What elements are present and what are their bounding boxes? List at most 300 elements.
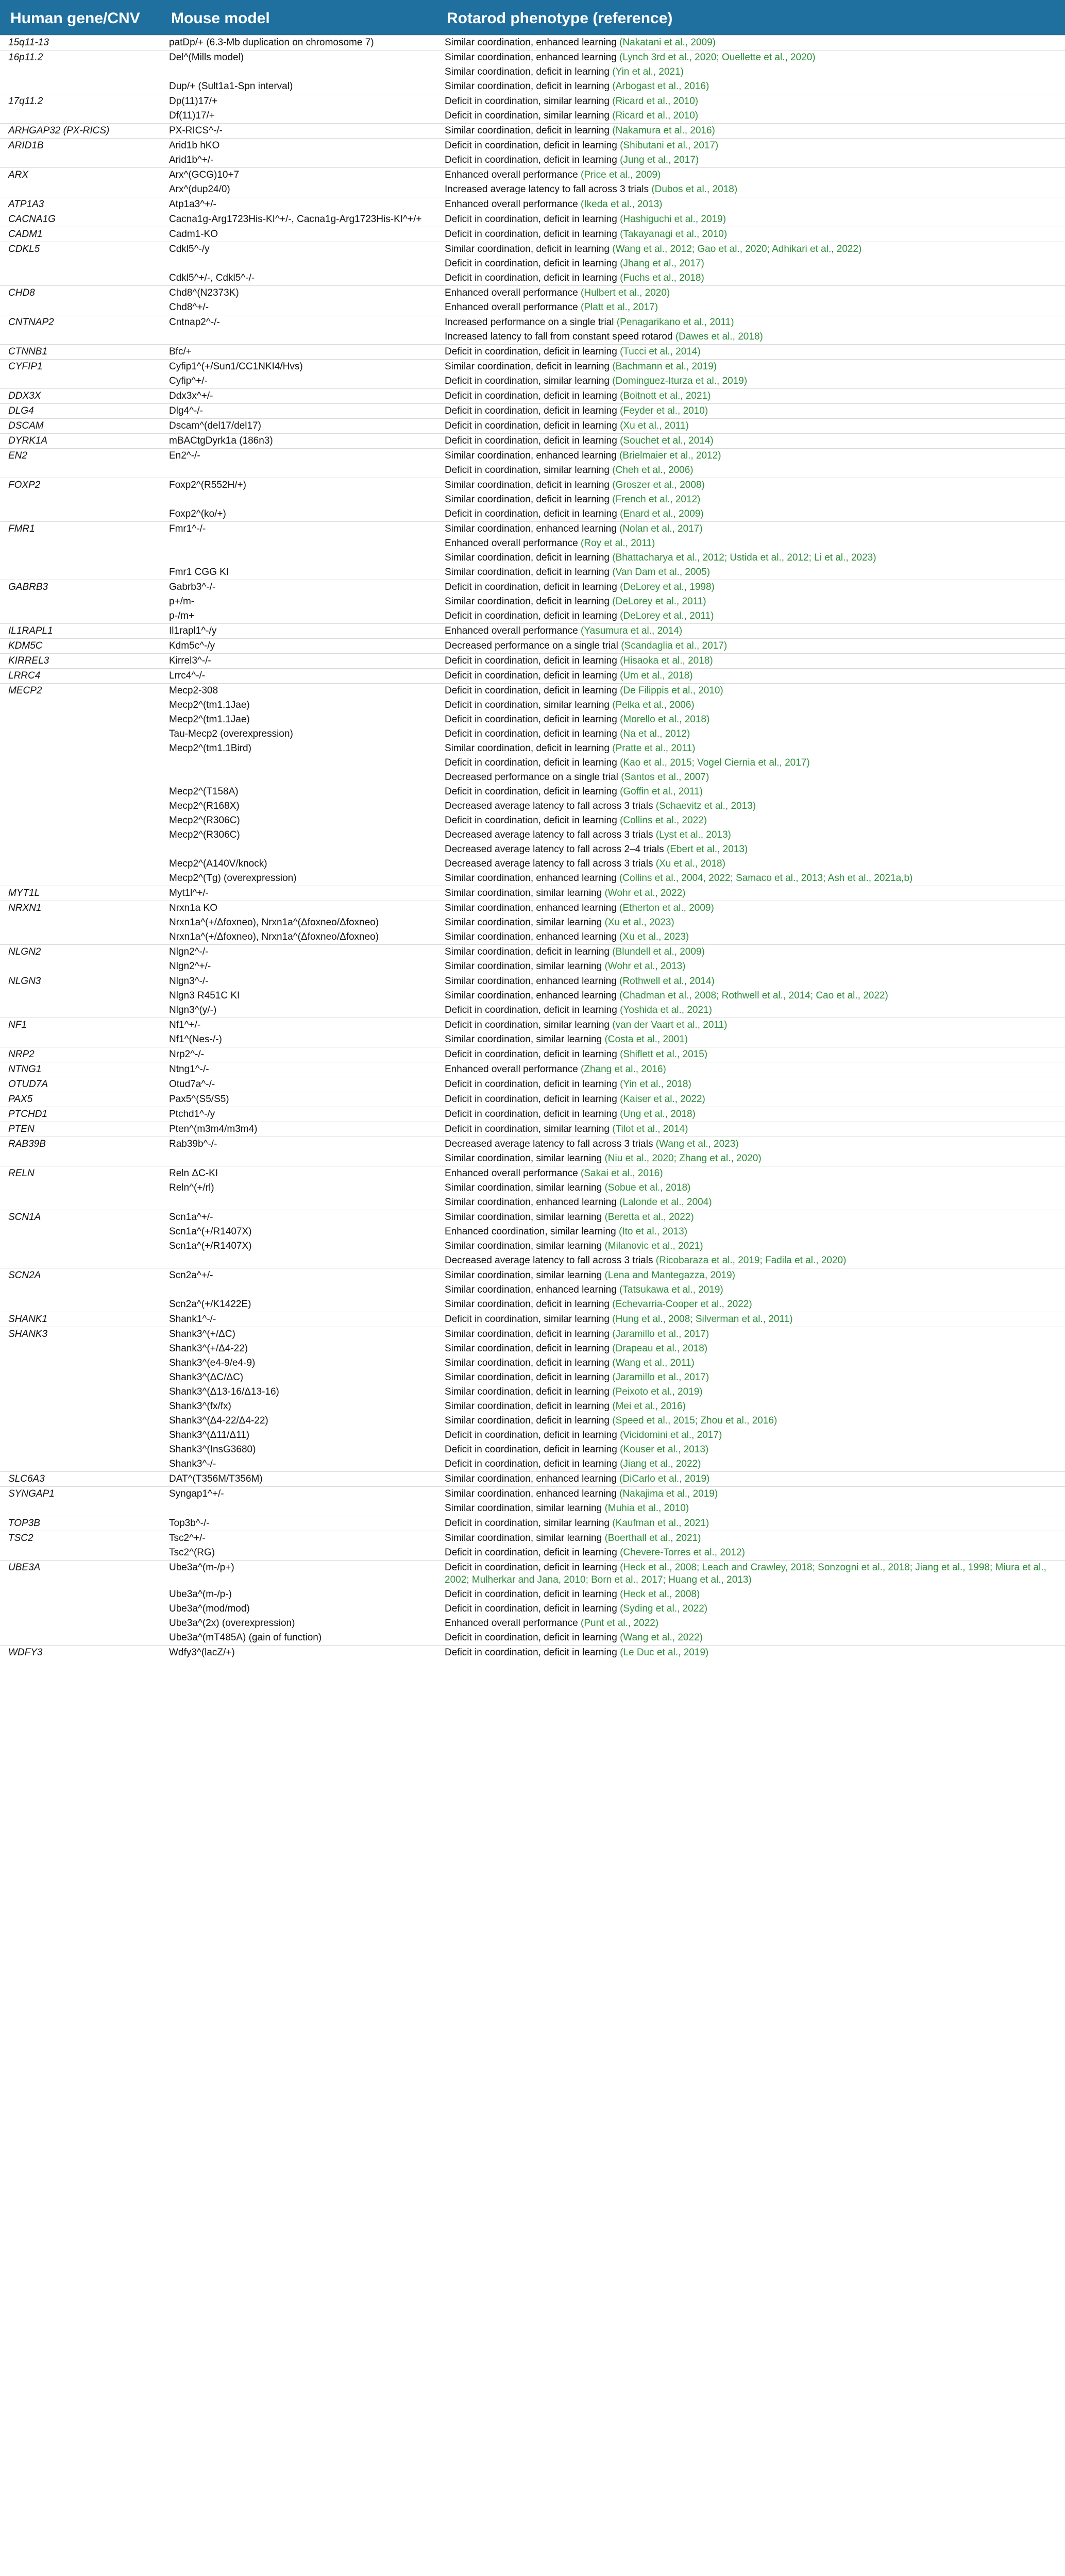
- phenotype-text: Similar coordination, similar learning: [445, 1270, 602, 1281]
- gene-cell: [0, 814, 161, 828]
- gene-cell: [0, 153, 161, 168]
- model-cell: [161, 463, 436, 478]
- phenotype-text: Increased latency to fall from constant speed rotarod: [445, 331, 673, 342]
- phenotype-cell: [436, 974, 1065, 989]
- model-cell: Scn2a^(+/K1422E): [169, 1299, 251, 1310]
- phenotype-cell: [436, 814, 1065, 828]
- reference-link[interactable]: (Kaiser et al., 2022): [620, 1094, 705, 1105]
- gene-cell: [0, 463, 161, 478]
- table-row: [0, 654, 1065, 669]
- model-cell: Shank3^-/-: [169, 1459, 216, 1469]
- reference-link[interactable]: (Muhia et al., 2010): [604, 1503, 689, 1514]
- reference-link[interactable]: (Mei et al., 2016): [612, 1401, 686, 1412]
- model-cell: Top3b^-/-: [161, 1516, 436, 1531]
- reference-link[interactable]: (Jaramillo et al., 2017): [612, 1372, 709, 1383]
- gene-cell: [0, 1385, 161, 1399]
- table-row: [0, 565, 1065, 580]
- reference-link[interactable]: (Wang et al., 2012; Gao et al., 2020; Adhikari et al., 2022): [612, 244, 862, 255]
- gene-cell: CTNNB1: [0, 345, 161, 360]
- phenotype-text: Deficit in coordination, deficit in learning: [445, 1603, 617, 1614]
- reference-link[interactable]: (Hulbert et al., 2020): [581, 287, 670, 298]
- reference-link[interactable]: (Brielmaier et al., 2012): [619, 450, 721, 461]
- gene-cell: [0, 1342, 161, 1356]
- reference-link[interactable]: (Lena and Mantegazza, 2019): [604, 1270, 735, 1281]
- reference-link[interactable]: (Souchet et al., 2014): [620, 435, 714, 446]
- reference-link[interactable]: (Xu et al., 2023): [604, 917, 674, 928]
- model-cell: Arid1b hKO: [161, 139, 436, 154]
- reference-link[interactable]: (Yin et al., 2018): [620, 1079, 691, 1090]
- gene-cell: SCN2A: [0, 1268, 161, 1283]
- phenotype-cell: [436, 374, 1065, 389]
- reference-link[interactable]: (Ito et al., 2013): [618, 1226, 688, 1237]
- gene-cell: NRP2: [0, 1047, 161, 1062]
- phenotype-cell: [436, 124, 1065, 139]
- table-row: [0, 974, 1065, 989]
- phenotype-text: Similar coordination, enhanced learning: [445, 873, 617, 884]
- reference-link[interactable]: (DiCarlo et al., 2019): [619, 1473, 710, 1484]
- phenotype-cell: [436, 1268, 1065, 1283]
- gene-cell: MECP2: [0, 684, 161, 699]
- model-cell: Ntng1^-/-: [161, 1062, 436, 1077]
- reference-link[interactable]: (Pelka et al., 2006): [612, 700, 695, 710]
- phenotype-text: Similar coordination, similar learning: [445, 888, 602, 899]
- model-cell: Lrrc4^-/-: [161, 669, 436, 684]
- phenotype-text: Similar coordination, enhanced learning: [445, 450, 617, 461]
- reference-link[interactable]: (Wang et al., 2011): [612, 1358, 695, 1368]
- gene-cell: [0, 595, 161, 609]
- reference-link[interactable]: (Shibutani et al., 2017): [620, 140, 719, 151]
- phenotype-cell: [436, 212, 1065, 227]
- phenotype-cell: [436, 434, 1065, 449]
- model-cell: Dscam^(del17/del17): [161, 419, 436, 434]
- reference-link[interactable]: (Xu et al., 2018): [655, 858, 725, 869]
- phenotype-text: Deficit in coordination, similar learning: [445, 700, 610, 710]
- gene-cell: [0, 1297, 161, 1312]
- reference-link[interactable]: (Jung et al., 2017): [620, 155, 699, 165]
- table-row: [0, 930, 1065, 945]
- gene-cell: [0, 989, 161, 1003]
- phenotype-cell: [436, 419, 1065, 434]
- phenotype-text: Similar coordination, deficit in learning: [445, 552, 610, 563]
- reference-link[interactable]: (Platt et al., 2017): [581, 302, 658, 313]
- reference-link[interactable]: (Blundell et al., 2009): [612, 946, 705, 957]
- gene-cell: [0, 257, 161, 271]
- phenotype-text: Deficit in coordination, similar learning: [445, 96, 610, 107]
- phenotype-text: Similar coordination, deficit in learning: [445, 743, 610, 754]
- reference-link[interactable]: (Schaevitz et al., 2013): [655, 801, 756, 811]
- reference-link[interactable]: (Drapeau et al., 2018): [612, 1343, 708, 1354]
- phenotype-cell: [436, 1077, 1065, 1092]
- phenotype-cell: [436, 1195, 1065, 1210]
- phenotype-cell: [436, 1414, 1065, 1428]
- phenotype-text: Similar coordination, enhanced learning: [445, 52, 617, 63]
- reference-link[interactable]: (Nakatani et al., 2009): [619, 37, 716, 48]
- reference-link[interactable]: (Dominguez-Iturza et al., 2019): [612, 376, 748, 386]
- reference-link[interactable]: (Na et al., 2012): [620, 728, 690, 739]
- reference-link[interactable]: (Collins et al., 2004, 2022; Samaco et al., 2013; Ash et al., 2021a,b): [619, 873, 913, 884]
- reference-link[interactable]: (Vicidomini et al., 2017): [620, 1430, 722, 1440]
- reference-link[interactable]: (Costa et al., 2001): [604, 1034, 688, 1045]
- reference-link[interactable]: (Wohr et al., 2022): [604, 888, 686, 899]
- reference-link[interactable]: (Hisaoka et al., 2018): [620, 655, 713, 666]
- model-cell: Reln^(+/rl): [169, 1182, 214, 1193]
- phenotype-cell: [436, 1062, 1065, 1077]
- reference-link[interactable]: (Enard et al., 2009): [620, 509, 704, 519]
- phenotype-cell: [436, 1018, 1065, 1033]
- reference-link[interactable]: (Syding et al., 2022): [620, 1603, 708, 1614]
- model-cell: Ube3a^(m-/p+): [161, 1561, 436, 1588]
- reference-link[interactable]: (Rothwell et al., 2014): [619, 976, 715, 987]
- gene-cell: [0, 1399, 161, 1414]
- model-cell: Scn1a^(+/R1407X): [169, 1241, 252, 1251]
- phenotype-text: Deficit in coordination, deficit in learning: [445, 685, 617, 696]
- reference-link[interactable]: (Kao et al., 2015; Vogel Ciernia et al., 2017): [620, 757, 810, 768]
- gene-cell: [0, 182, 161, 197]
- phenotype-cell: [436, 1122, 1065, 1137]
- reference-link[interactable]: (Le Duc et al., 2019): [620, 1647, 709, 1658]
- gene-cell: FOXP2: [0, 478, 161, 493]
- table-row: [0, 1210, 1065, 1225]
- phenotype-text: Similar coordination, enhanced learning: [445, 1284, 617, 1295]
- reference-link[interactable]: (Fuchs et al., 2018): [620, 273, 704, 283]
- table-row: [0, 595, 1065, 609]
- reference-link[interactable]: (Sakai et al., 2016): [581, 1168, 663, 1179]
- reference-link[interactable]: (Ricard et al., 2010): [612, 110, 699, 121]
- table-row: [0, 197, 1065, 212]
- phenotype-text: Deficit in coordination, deficit in learning: [445, 728, 617, 739]
- gene-cell: [0, 1356, 161, 1370]
- gene-cell: SHANK3: [0, 1327, 161, 1342]
- phenotype-cell: [436, 654, 1065, 669]
- table-row: [0, 1501, 1065, 1516]
- phenotype-text: Deficit in coordination, similar learning: [445, 1314, 610, 1325]
- model-cell: Nlgn2^+/-: [169, 961, 211, 972]
- table-row: [0, 727, 1065, 741]
- reference-link[interactable]: (Hashiguchi et al., 2019): [620, 214, 726, 225]
- reference-link[interactable]: (Morello et al., 2018): [620, 714, 710, 725]
- model-cell: Ube3a^(mod/mod): [169, 1603, 250, 1614]
- table-row: [0, 1137, 1065, 1152]
- reference-link[interactable]: (Milanovic et al., 2021): [604, 1241, 703, 1251]
- gene-cell: [0, 1546, 161, 1561]
- table-row: [0, 1151, 1065, 1166]
- reference-link[interactable]: (Takayanagi et al., 2010): [620, 229, 728, 240]
- phenotype-text: Similar coordination, deficit in learning: [445, 81, 610, 92]
- model-cell: Nrp2^-/-: [161, 1047, 436, 1062]
- model-cell: [161, 330, 436, 345]
- gene-cell: NTNG1: [0, 1062, 161, 1077]
- reference-link[interactable]: (Feyder et al., 2010): [620, 405, 708, 416]
- phenotype-text: Deficit in coordination, similar learning: [445, 1020, 610, 1030]
- phenotype-cell: [436, 1616, 1065, 1631]
- reference-link[interactable]: (Xu et al., 2011): [620, 420, 689, 431]
- gene-cell: DDX3X: [0, 389, 161, 404]
- phenotype-text: Deficit in coordination, deficit in learning: [445, 1430, 617, 1440]
- phenotype-cell: [436, 785, 1065, 799]
- reference-link[interactable]: (Shiflett et al., 2015): [620, 1049, 708, 1060]
- gene-cell: [0, 609, 161, 624]
- phenotype-text: Deficit in coordination, similar learning: [445, 110, 610, 121]
- gene-cell: [0, 507, 161, 522]
- phenotype-cell: [436, 493, 1065, 507]
- phenotype-cell: [436, 1428, 1065, 1443]
- reference-link[interactable]: (Ung et al., 2018): [620, 1109, 696, 1120]
- reference-link[interactable]: (Jaramillo et al., 2017): [612, 1329, 709, 1340]
- gene-cell: [0, 713, 161, 727]
- table-row: [0, 1062, 1065, 1077]
- table-row: [0, 1122, 1065, 1137]
- table-row: [0, 886, 1065, 901]
- model-cell: Tau-Mecp2 (overexpression): [169, 728, 293, 739]
- table-row: [0, 1018, 1065, 1033]
- model-cell: Shank3^(+/Δ4-22): [169, 1343, 248, 1354]
- phenotype-cell: [436, 197, 1065, 212]
- reference-link[interactable]: (Ikeda et al., 2013): [581, 199, 663, 210]
- table-row: [0, 1181, 1065, 1195]
- table-row: [0, 139, 1065, 154]
- phenotype-text: Similar coordination, deficit in learning: [445, 596, 610, 607]
- gene-cell: DLG4: [0, 404, 161, 419]
- reference-link[interactable]: (Yin et al., 2021): [612, 66, 684, 77]
- reference-link[interactable]: (Wang et al., 2023): [655, 1139, 739, 1149]
- model-cell: Mecp2^(Tg) (overexpression): [169, 873, 297, 884]
- table-row: [0, 770, 1065, 785]
- reference-link[interactable]: (Yoshida et al., 2021): [620, 1005, 712, 1015]
- gene-cell: 17q11.2: [0, 94, 161, 109]
- table-row: [0, 1239, 1065, 1253]
- reference-link[interactable]: (Ricobaraza et al., 2019; Fadila et al., 2020): [655, 1255, 847, 1266]
- reference-link[interactable]: (Sobue et al., 2018): [604, 1182, 691, 1193]
- phenotype-cell: [436, 901, 1065, 916]
- reference-link[interactable]: (Hung et al., 2008; Silverman et al., 2011): [612, 1314, 793, 1325]
- model-cell: Kirrel3^-/-: [161, 654, 436, 669]
- table-row: [0, 315, 1065, 330]
- reference-link[interactable]: (Nolan et al., 2017): [619, 523, 703, 534]
- reference-link[interactable]: (Price et al., 2009): [581, 170, 661, 180]
- phenotype-text: Similar coordination, enhanced learning: [445, 1473, 617, 1484]
- phenotype-cell: [436, 1587, 1065, 1602]
- reference-link[interactable]: (Cheh et al., 2006): [612, 465, 694, 476]
- table-row: [0, 1546, 1065, 1561]
- reference-link[interactable]: (Scandaglia et al., 2017): [621, 640, 728, 651]
- phenotype-cell: [436, 1225, 1065, 1239]
- gene-cell: NRXN1: [0, 901, 161, 916]
- gene-cell: RELN: [0, 1166, 161, 1181]
- gene-cell: CDKL5: [0, 242, 161, 257]
- reference-link[interactable]: (Wang et al., 2022): [620, 1632, 703, 1643]
- phenotype-text: Similar coordination, deficit in learning: [445, 125, 610, 136]
- phenotype-text: Deficit in coordination, deficit in learning: [445, 435, 617, 446]
- reference-link[interactable]: (Pratte et al., 2011): [612, 743, 696, 754]
- reference-link[interactable]: (Kaufman et al., 2021): [612, 1518, 709, 1529]
- table-row: [0, 901, 1065, 916]
- model-cell: Shank3^(Δ13-16/Δ13-16): [169, 1386, 279, 1397]
- reference-link[interactable]: (DeLorey et al., 1998): [620, 582, 715, 592]
- phenotype-text: Enhanced overall performance: [445, 1064, 578, 1075]
- phenotype-cell: [436, 1327, 1065, 1342]
- model-cell: Pten^(m3m4/m3m4): [161, 1122, 436, 1137]
- reference-link[interactable]: (DeLorey et al., 2011): [612, 596, 706, 607]
- gene-cell: [0, 770, 161, 785]
- reference-link[interactable]: (Speed et al., 2015; Zhou et al., 2016): [612, 1415, 777, 1426]
- phenotype-text: Deficit in coordination, deficit in learning: [445, 786, 617, 797]
- reference-link[interactable]: (Arbogast et al., 2016): [612, 81, 709, 92]
- model-cell: [161, 1501, 436, 1516]
- phenotype-text: Deficit in coordination, deficit in learning: [445, 391, 617, 401]
- phenotype-cell: [436, 1646, 1065, 1660]
- table-row: [0, 551, 1065, 565]
- gene-cell: [0, 1239, 161, 1253]
- reference-link[interactable]: (Jiang et al., 2022): [620, 1459, 701, 1469]
- table-row: [0, 536, 1065, 551]
- reference-link[interactable]: (De Filippis et al., 2010): [620, 685, 723, 696]
- table-row: [0, 1631, 1065, 1646]
- reference-link[interactable]: (Heck et al., 2008): [620, 1589, 700, 1600]
- phenotype-cell: [436, 1472, 1065, 1487]
- model-cell: [161, 770, 436, 785]
- reference-link[interactable]: (Lynch 3rd et al., 2020; Ouellette et al., 2020): [619, 52, 816, 63]
- reference-link[interactable]: (Van Dam et al., 2005): [612, 567, 711, 578]
- table-header-row: [0, 0, 1065, 36]
- reference-link[interactable]: (Chevere-Torres et al., 2012): [620, 1547, 745, 1558]
- reference-link[interactable]: (Dubos et al., 2018): [651, 184, 738, 195]
- model-cell: Il1rapl1^-/y: [161, 624, 436, 639]
- table-row: [0, 404, 1065, 419]
- gene-cell: [0, 1501, 161, 1516]
- phenotype-cell: [436, 478, 1065, 493]
- table-row: [0, 212, 1065, 227]
- model-cell: Nrxn1a^(+/Δfoxneo), Nrxn1a^(Δfoxneo/Δfoxneo): [169, 931, 379, 942]
- model-cell: Mecp2^(A140V/knock): [169, 858, 267, 869]
- gene-cell: [0, 756, 161, 770]
- table-row: [0, 1587, 1065, 1602]
- reference-link[interactable]: (Santos et al., 2007): [621, 772, 709, 783]
- phenotype-cell: [436, 182, 1065, 197]
- model-cell: Df(11)17/+: [169, 110, 215, 121]
- reference-link[interactable]: (Niu et al., 2020; Zhang et al., 2020): [604, 1153, 762, 1164]
- table-row: [0, 639, 1065, 654]
- phenotype-text: Decreased average latency to fall across 3 trials: [445, 829, 653, 840]
- phenotype-text: Similar coordination, similar learning: [445, 1182, 602, 1193]
- reference-link[interactable]: (Um et al., 2018): [620, 670, 693, 681]
- reference-link[interactable]: (Nakajima et al., 2019): [619, 1488, 718, 1499]
- gene-cell: CHD8: [0, 286, 161, 301]
- table-row: [0, 799, 1065, 814]
- model-cell: Cacna1g-Arg1723His-KI^+/-, Cacna1g-Arg1723His-KI^+/+: [161, 212, 436, 227]
- reference-link[interactable]: (Ebert et al., 2013): [666, 844, 748, 855]
- phenotype-cell: [436, 271, 1065, 286]
- reference-link[interactable]: (Peixoto et al., 2019): [612, 1386, 703, 1397]
- phenotype-text: Deficit in coordination, deficit in learning: [445, 757, 617, 768]
- phenotype-text: Similar coordination, deficit in learning: [445, 1401, 610, 1412]
- reference-link[interactable]: (Lalonde et al., 2004): [619, 1197, 712, 1208]
- gene-cell: [0, 493, 161, 507]
- model-cell: Nlgn3^-/-: [161, 974, 436, 989]
- model-cell: Mecp2-308: [161, 684, 436, 699]
- phenotype-cell: [436, 871, 1065, 886]
- phenotype-cell: [436, 1137, 1065, 1152]
- phenotype-text: Enhanced overall performance: [445, 170, 578, 180]
- phenotype-cell: [436, 389, 1065, 404]
- reference-link[interactable]: (Xu et al., 2023): [619, 931, 689, 942]
- phenotype-text: Deficit in coordination, deficit in learning: [445, 611, 617, 621]
- reference-link[interactable]: (Yasumura et al., 2014): [581, 625, 683, 636]
- table-row: [0, 785, 1065, 799]
- reference-link[interactable]: (van der Vaart et al., 2011): [612, 1020, 728, 1030]
- gene-cell: [0, 79, 161, 94]
- phenotype-text: Increased performance on a single trial: [445, 317, 614, 328]
- reference-link[interactable]: (Jhang et al., 2017): [620, 258, 704, 269]
- phenotype-text: Similar coordination, similar learning: [445, 961, 602, 972]
- reference-link[interactable]: (Beretta et al., 2022): [604, 1212, 694, 1223]
- reference-link[interactable]: (Bachmann et al., 2019): [612, 361, 717, 372]
- table-row: [0, 1107, 1065, 1122]
- reference-link[interactable]: (Bhattacharya et al., 2012; Ustida et al., 2012; Li et al., 2023): [612, 552, 876, 563]
- gene-cell: DSCAM: [0, 419, 161, 434]
- reference-link[interactable]: (Chadman et al., 2008; Rothwell et al., 2014; Cao et al., 2022): [619, 990, 888, 1001]
- phenotype-cell: [436, 727, 1065, 741]
- reference-link[interactable]: (Wohr et al., 2013): [604, 961, 686, 972]
- model-cell: Gabrb3^-/-: [161, 580, 436, 595]
- phenotype-text: Similar coordination, enhanced learning: [445, 903, 617, 913]
- gene-cell: GABRB3: [0, 580, 161, 595]
- reference-link[interactable]: (Punt et al., 2022): [581, 1618, 659, 1629]
- phenotype-cell: [436, 551, 1065, 565]
- model-cell: Mecp2^(tm1.1Jae): [169, 714, 250, 725]
- phenotype-cell: [436, 522, 1065, 537]
- model-cell: [161, 1283, 436, 1297]
- gene-cell: CADM1: [0, 227, 161, 242]
- reference-link[interactable]: (Boerthall et al., 2021): [604, 1533, 701, 1544]
- phenotype-text: Deficit in coordination, similar learning: [445, 465, 610, 476]
- reference-link[interactable]: (Boitnott et al., 2021): [620, 391, 711, 401]
- reference-link[interactable]: (Echevarria-Cooper et al., 2022): [612, 1299, 752, 1310]
- model-cell: patDp/+ (6.3-Mb duplication on chromosome 7): [161, 36, 436, 50]
- table-row: [0, 286, 1065, 301]
- reference-link[interactable]: (Nakamura et al., 2016): [612, 125, 715, 136]
- header-model: Mouse model: [171, 10, 270, 27]
- reference-link[interactable]: (Kouser et al., 2013): [620, 1444, 709, 1455]
- reference-link[interactable]: (Etherton et al., 2009): [619, 903, 714, 913]
- reference-link[interactable]: (Tilot et al., 2014): [612, 1124, 688, 1134]
- model-cell: Otud7a^-/-: [161, 1077, 436, 1092]
- reference-link[interactable]: (Goffin et al., 2011): [620, 786, 703, 797]
- reference-link[interactable]: (Heck et al., 2008; Leach and Crawley, 2018; Sonzogni et al., 2018; Jiang et al., 1998; Miura et al., 2002; Mulherkar and Jana, 2010; Born et al., 2017; Huang et al., 2013): [445, 1562, 1046, 1585]
- table-row: [0, 374, 1065, 389]
- table-row: [0, 389, 1065, 404]
- reference-link[interactable]: (Groszer et al., 2008): [612, 480, 705, 490]
- reference-link[interactable]: (Tatsukawa et al., 2019): [619, 1284, 723, 1295]
- phenotype-cell: [436, 1385, 1065, 1399]
- reference-link[interactable]: (Penagarikano et al., 2011): [616, 317, 734, 328]
- reference-link[interactable]: (Zhang et al., 2016): [581, 1064, 666, 1075]
- phenotype-text: Similar coordination, deficit in learning: [445, 494, 610, 505]
- phenotype-cell: [436, 609, 1065, 624]
- gene-cell: SLC6A3: [0, 1472, 161, 1487]
- table-row: [0, 1531, 1065, 1546]
- reference-link[interactable]: (Dawes et al., 2018): [675, 331, 763, 342]
- phenotype-cell: [436, 1602, 1065, 1616]
- reference-link[interactable]: (Lyst et al., 2013): [655, 829, 731, 840]
- reference-link[interactable]: (Ricard et al., 2010): [612, 96, 699, 107]
- reference-link[interactable]: (DeLorey et al., 2011): [620, 611, 714, 621]
- model-cell: [161, 1151, 436, 1166]
- reference-link[interactable]: (Tucci et al., 2014): [620, 346, 701, 357]
- reference-link[interactable]: (Roy et al., 2011): [581, 538, 655, 549]
- gene-cell: KIRREL3: [0, 654, 161, 669]
- reference-link[interactable]: (Collins et al., 2022): [620, 815, 707, 826]
- reference-link[interactable]: (French et al., 2012): [612, 494, 701, 505]
